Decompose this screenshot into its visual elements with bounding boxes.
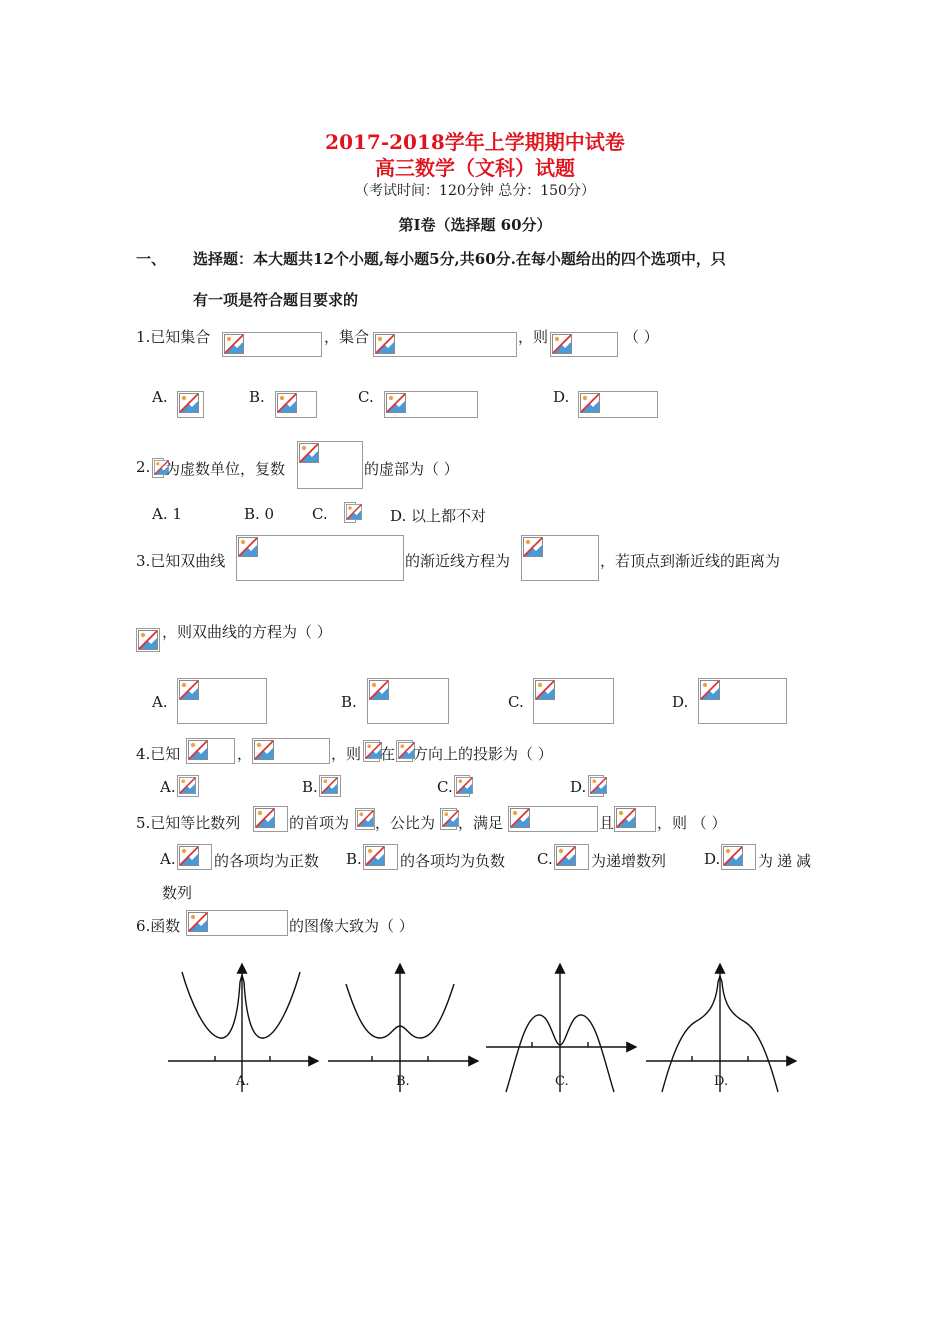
- q5-text: ，则 （ ）: [657, 814, 727, 832]
- q2-option-c: C.: [312, 505, 328, 523]
- formula-image: [236, 535, 404, 581]
- formula-image: [186, 910, 288, 936]
- q2-prefix: 2.: [136, 458, 151, 476]
- q3-option-a: A.: [152, 693, 168, 711]
- q5-prefix: 5.已知等比数列: [136, 814, 241, 832]
- broken-image-icon: [254, 740, 274, 760]
- q3-text: ，若顶点到渐近线的距离为: [600, 552, 781, 570]
- q4-option-c: C.: [437, 778, 453, 796]
- exam-info: （考试时间：120分钟 总分：150分）: [355, 183, 595, 199]
- formula-image: [177, 775, 199, 797]
- broken-image-icon: [510, 808, 530, 828]
- broken-image-icon: [442, 810, 459, 827]
- graph-label-d: D.: [714, 1074, 729, 1089]
- broken-image-icon: [179, 393, 199, 413]
- broken-image-icon: [590, 777, 607, 794]
- q3-option-d: D.: [672, 693, 689, 711]
- formula-image: [554, 844, 589, 870]
- broken-image-icon: [188, 740, 208, 760]
- formula-image: [721, 844, 756, 870]
- formula-image: [454, 775, 470, 797]
- broken-image-icon: [616, 808, 636, 828]
- formula-image: [177, 391, 204, 418]
- q2-text: 为虚数单位，复数: [165, 460, 286, 478]
- q5-option-a-text: 的各项均为正数: [214, 852, 320, 870]
- q1-paren: （ ）: [624, 328, 659, 346]
- graph-b: [328, 964, 478, 1092]
- formula-image: [373, 332, 517, 357]
- formula-image: [367, 678, 449, 724]
- formula-image: [152, 458, 164, 478]
- q1-text: ，集合: [324, 328, 370, 346]
- formula-image: [396, 740, 413, 762]
- section-number: 一、: [136, 250, 167, 268]
- broken-image-icon: [179, 777, 196, 794]
- part-title: 第Ⅰ卷（选择题 60分）: [398, 216, 552, 234]
- q5-text: ，满足: [458, 814, 504, 832]
- q5-text: 的首项为: [289, 814, 350, 832]
- q5-option-b: B.: [346, 850, 362, 868]
- q1-option-d: D.: [553, 388, 570, 406]
- formula-image: [440, 808, 457, 830]
- q5-option-d: D.: [704, 850, 721, 868]
- exam-title: 2017-2018学年上学期期中试卷: [325, 130, 625, 154]
- q3-text: ，则双曲线的方程为（ ）: [162, 623, 332, 641]
- formula-image: [508, 806, 598, 832]
- broken-image-icon: [277, 393, 297, 413]
- formula-image: [275, 391, 317, 418]
- exam-subtitle: 高三数学（文科）试题: [375, 156, 575, 180]
- formula-image: [363, 844, 398, 870]
- q1-option-b: B.: [249, 388, 265, 406]
- q4-prefix: 4.已知: [136, 745, 181, 763]
- broken-image-icon: [523, 537, 543, 557]
- broken-image-icon: [179, 680, 199, 700]
- formula-image: [177, 844, 212, 870]
- q6-prefix: 6.函数: [136, 917, 181, 935]
- q3-option-c: C.: [508, 693, 524, 711]
- q2-option-d: D. 以上都不对: [390, 507, 487, 525]
- broken-image-icon: [299, 443, 319, 463]
- q5-text: 且: [599, 814, 615, 832]
- graph-label-c: C.: [555, 1074, 569, 1089]
- q4-option-d: D.: [570, 778, 587, 796]
- q5-option-a: A.: [160, 850, 176, 868]
- broken-image-icon: [369, 680, 389, 700]
- q4-option-b: B.: [302, 778, 318, 796]
- formula-image: [319, 775, 341, 797]
- formula-image: [222, 332, 322, 357]
- q5-option-c-text: 为递增数列: [591, 852, 667, 870]
- formula-image: [578, 391, 658, 418]
- q4-text: ，则: [331, 745, 362, 763]
- broken-image-icon: [321, 777, 338, 794]
- formula-image: [384, 391, 478, 418]
- graph-label-a: A.: [236, 1074, 250, 1089]
- q3-text: 的渐近线方程为: [405, 552, 511, 570]
- formula-image: [297, 441, 363, 489]
- q5-option-b-text: 的各项均为负数: [400, 852, 506, 870]
- formula-image: [521, 535, 599, 581]
- broken-image-icon: [580, 393, 600, 413]
- broken-image-icon: [346, 504, 362, 520]
- graph-d: [646, 964, 796, 1092]
- broken-image-icon: [365, 846, 385, 866]
- q3-option-b: B.: [341, 693, 357, 711]
- broken-image-icon: [375, 334, 395, 354]
- q4-text: ，: [237, 745, 253, 763]
- formula-image: [253, 806, 288, 832]
- q6-text: 的图像大致为（ ）: [289, 917, 414, 935]
- section-instruction-cont: 有一项是符合题目要求的: [193, 291, 359, 309]
- section-instruction: 选择题：本大题共12个小题,每小题5分,共60分.在每小题给出的四个选项中，只: [193, 250, 726, 268]
- q2-text: 的虚部为（ ）: [364, 460, 459, 478]
- q3-prefix: 3.已知双曲线: [136, 552, 226, 570]
- graph-label-b: B.: [396, 1074, 410, 1089]
- formula-image: [344, 502, 356, 523]
- q5-option-d-cont: 数列: [162, 884, 193, 902]
- broken-image-icon: [255, 808, 275, 828]
- formula-image: [614, 806, 656, 832]
- broken-image-icon: [138, 630, 158, 650]
- formula-image: [136, 628, 160, 652]
- formula-image: [533, 678, 614, 724]
- q2-option-b: B. 0: [244, 505, 275, 523]
- formula-image: [355, 808, 375, 830]
- q1-option-a: A.: [152, 388, 168, 406]
- formula-image: [588, 775, 604, 797]
- q2-option-a: A. 1: [152, 505, 182, 523]
- q4-text: 方向上的投影为（ ）: [413, 745, 553, 763]
- broken-image-icon: [700, 680, 720, 700]
- graph-a: [168, 964, 318, 1092]
- formula-image: [698, 678, 787, 724]
- broken-image-icon: [357, 810, 374, 827]
- q1-option-c: C.: [358, 388, 374, 406]
- broken-image-icon: [723, 846, 743, 866]
- broken-image-icon: [224, 334, 244, 354]
- broken-image-icon: [456, 777, 473, 794]
- formula-image: [252, 738, 330, 764]
- q5-option-c: C.: [537, 850, 553, 868]
- q1-prefix: 1.已知集合: [136, 328, 211, 346]
- q5-text: ，公比为: [375, 814, 436, 832]
- broken-image-icon: [552, 334, 572, 354]
- broken-image-icon: [535, 680, 555, 700]
- formula-image: [363, 740, 380, 762]
- q4-text: 在: [380, 745, 396, 763]
- broken-image-icon: [179, 846, 199, 866]
- formula-image: [177, 678, 267, 724]
- broken-image-icon: [556, 846, 576, 866]
- broken-image-icon: [238, 537, 258, 557]
- formula-image: [550, 332, 618, 357]
- broken-image-icon: [188, 912, 208, 932]
- q5-option-d-text: 为递减: [758, 852, 816, 870]
- formula-image: [186, 738, 235, 764]
- q4-option-a: A.: [160, 778, 176, 796]
- graph-c: [486, 964, 636, 1092]
- broken-image-icon: [386, 393, 406, 413]
- q1-text: ，则: [518, 328, 549, 346]
